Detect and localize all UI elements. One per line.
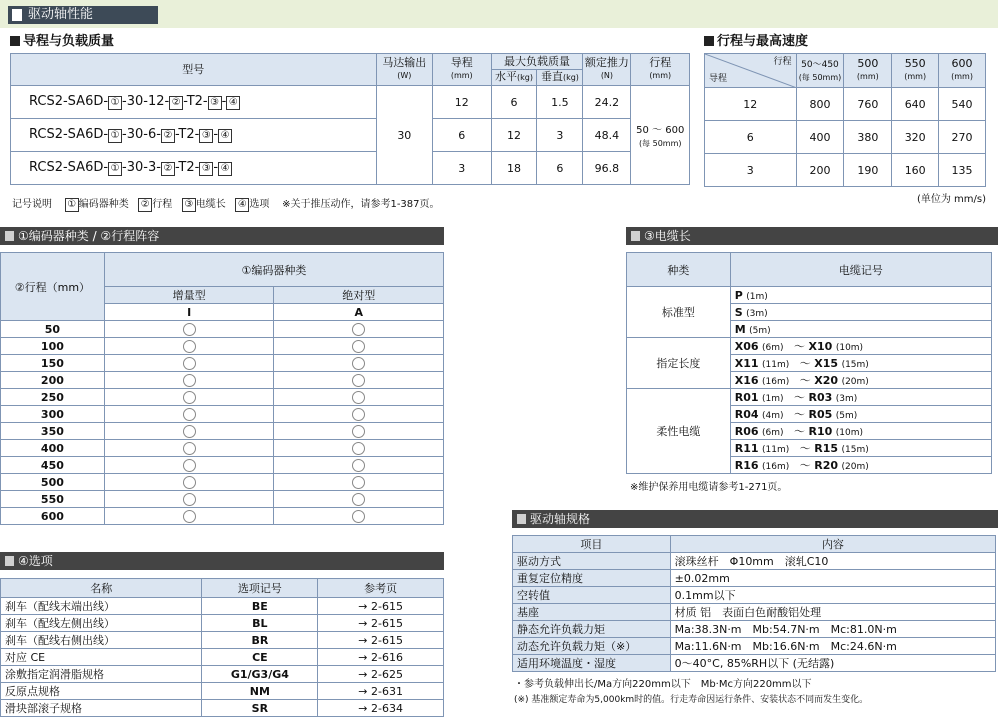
- table-row: [11, 86, 690, 119]
- model-cell: RCS2-SA6D- ① -30-6- ② -T2- ③ - ④: [11, 119, 377, 152]
- spec-item: 重复定位精度: [513, 570, 671, 587]
- cable-code: R06 (6m) ～ R10 (10m): [730, 423, 991, 440]
- lead-value: 12: [433, 86, 491, 119]
- absolute-cell: [274, 338, 444, 355]
- circle-icon: [352, 323, 365, 336]
- table-row: [627, 338, 992, 355]
- absolute-code: A: [274, 304, 444, 321]
- circle-icon: [183, 391, 196, 404]
- circle-icon: [183, 374, 196, 387]
- cable-code: S (3m): [730, 304, 991, 321]
- table-row: 3 200 190 160 135: [705, 154, 986, 187]
- table-row: [1, 338, 444, 355]
- incremental-cell: [104, 457, 274, 474]
- incremental-code: I: [104, 304, 274, 321]
- speed-corner: 行程 导程: [705, 54, 797, 88]
- option-name: 涂敷指定润滑脂规格: [1, 666, 202, 683]
- table-row: [1, 632, 444, 649]
- cable-table: [626, 252, 992, 474]
- circle-icon: [352, 425, 365, 438]
- option-code: CE: [202, 649, 318, 666]
- option-page: → 2-615: [318, 632, 444, 649]
- circle-icon: [183, 425, 196, 438]
- stroke-value: 250: [1, 389, 105, 406]
- option-code: NM: [202, 683, 318, 700]
- table-row: [513, 553, 996, 570]
- absolute-cell: [274, 355, 444, 372]
- cable-type-header: 种类: [627, 253, 731, 287]
- incremental-cell: [104, 491, 274, 508]
- incremental-cell: [104, 508, 274, 525]
- encoder-header: ①编码器种类: [104, 253, 443, 287]
- option-page: → 2-615: [318, 615, 444, 632]
- stroke-value: 50 ～ 600 (每 50mm): [631, 86, 690, 185]
- spec-section-heading: 驱动轴规格: [512, 510, 998, 528]
- stroke-value: 350: [1, 423, 105, 440]
- col-horizontal: 水平(kg): [491, 70, 537, 86]
- option-code: G1/G3/G4: [202, 666, 318, 683]
- speed-table: [704, 53, 986, 187]
- col-model: 型号: [11, 54, 377, 86]
- option-code: SR: [202, 700, 318, 717]
- table-row: [1, 355, 444, 372]
- table-row: [1, 457, 444, 474]
- cable-code: R04 (4m) ～ R05 (5m): [730, 406, 991, 423]
- cable-code: X11 (11m) ～ X15 (15m): [730, 355, 991, 372]
- table-row: [1, 700, 444, 717]
- circle-icon: [352, 357, 365, 370]
- spec-item: 空转值: [513, 587, 671, 604]
- table-row: [11, 152, 690, 185]
- option-name: 反原点规格: [1, 683, 202, 700]
- circle-icon: [183, 408, 196, 421]
- cable-type: 标准型: [627, 287, 731, 338]
- lead-value: 3: [433, 152, 491, 185]
- circle-icon: [183, 357, 196, 370]
- stroke-value: 100: [1, 338, 105, 355]
- absolute-cell: [274, 321, 444, 338]
- stroke-value: 300: [1, 406, 105, 423]
- circle-icon: [352, 459, 365, 472]
- stroke-value: 50: [1, 321, 105, 338]
- incremental-cell: [104, 423, 274, 440]
- option-code: BE: [202, 598, 318, 615]
- absolute-cell: [274, 423, 444, 440]
- cable-code: X16 (16m) ～ X20 (20m): [730, 372, 991, 389]
- table-row: [513, 587, 996, 604]
- option-name: 刹车（配线末端出线）: [1, 598, 202, 615]
- motor-value: 30: [376, 86, 432, 185]
- circle-icon: [183, 493, 196, 506]
- spec-item: 驱动方式: [513, 553, 671, 570]
- table-row: [1, 474, 444, 491]
- col-vertical: 垂直(kg): [537, 70, 583, 86]
- table-row: [1, 683, 444, 700]
- cable-code: M (5m): [730, 321, 991, 338]
- spec-content: 滚珠丝杆 Φ10mm 滚轧C10: [670, 553, 995, 570]
- absolute-cell: [274, 406, 444, 423]
- incremental-cell: [104, 440, 274, 457]
- table-row: 12 800 760 640 540: [705, 88, 986, 121]
- options-section-heading: ④选项: [0, 552, 444, 570]
- incremental-cell: [104, 355, 274, 372]
- col-lead: 导程 (mm): [433, 54, 491, 86]
- page-title: 驱动轴性能: [8, 6, 158, 24]
- table-row: [11, 119, 690, 152]
- table-row: [1, 389, 444, 406]
- circle-icon: [183, 510, 196, 523]
- col-stroke: 行程 (mm): [631, 54, 690, 86]
- cable-code-header: 电缆记号: [730, 253, 991, 287]
- stroke-value: 400: [1, 440, 105, 457]
- option-code: BR: [202, 632, 318, 649]
- vert-value: 6: [537, 152, 583, 185]
- horiz-value: 18: [491, 152, 537, 185]
- vert-value: 1.5: [537, 86, 583, 119]
- spec-note-1: ・参考负载伸出长/Ma方向220mm以下 Mb·Mc方向220mm以下: [514, 679, 812, 690]
- spec-table: [512, 535, 996, 672]
- option-page: → 2-625: [318, 666, 444, 683]
- table-row: [513, 604, 996, 621]
- absolute-cell: [274, 389, 444, 406]
- circle-icon: [352, 374, 365, 387]
- incremental-cell: [104, 372, 274, 389]
- table-row: [1, 423, 444, 440]
- circle-icon: [183, 476, 196, 489]
- stroke-value: 150: [1, 355, 105, 372]
- spec-item: 适用环境温度・湿度: [513, 655, 671, 672]
- cable-section-heading: ③电缆长: [626, 227, 998, 245]
- horiz-value: 6: [491, 86, 537, 119]
- speed-col: 600 (mm): [939, 54, 986, 88]
- thrust-value: 48.4: [583, 119, 631, 152]
- spec-col-content: 内容: [670, 536, 995, 553]
- spec-content: Ma:11.6N·m Mb:16.6N·m Mc:24.6N·m: [670, 638, 995, 655]
- col-motor: 马达输出 (W): [376, 54, 432, 86]
- table-row: [1, 372, 444, 389]
- circle-icon: [183, 323, 196, 336]
- option-code: BL: [202, 615, 318, 632]
- speed-section-title: 行程与最高速度: [717, 34, 809, 49]
- absolute-cell: [274, 474, 444, 491]
- lead-section-heading: [10, 34, 114, 50]
- absolute-header: 绝对型: [274, 287, 444, 304]
- cable-code: P (1m): [730, 287, 991, 304]
- cable-code: X06 (6m) ～ X10 (10m): [730, 338, 991, 355]
- cable-code: R16 (16m) ～ R20 (20m): [730, 457, 991, 474]
- table-row: [1, 406, 444, 423]
- stroke-value: 200: [1, 372, 105, 389]
- table-row: [627, 389, 992, 406]
- table-row: [513, 638, 996, 655]
- spec-content: ±0.02mm: [670, 570, 995, 587]
- stroke-header: ②行程（mm）: [1, 253, 105, 321]
- speed-section-heading: [704, 34, 808, 50]
- cable-code: R01 (1m) ～ R03 (3m): [730, 389, 991, 406]
- spec-item: 静态允许负载力矩: [513, 621, 671, 638]
- lead-load-table: [10, 53, 690, 185]
- absolute-cell: [274, 457, 444, 474]
- lead-section-title: 导程与负载质量: [23, 34, 115, 49]
- option-name: 滑块部滚子规格: [1, 700, 202, 717]
- table-row: 6 400 380 320 270: [705, 121, 986, 154]
- cable-type: 指定长度: [627, 338, 731, 389]
- spec-content: 0～40°C, 85%RH以下 (无结露): [670, 655, 995, 672]
- spec-item: 基座: [513, 604, 671, 621]
- option-page: → 2-631: [318, 683, 444, 700]
- circle-icon: [352, 391, 365, 404]
- spec-note-2: (※) 基准额定寿命为5,000km时的值。行走寿命因运行条件、安装状态不同而发生变化。: [514, 695, 869, 705]
- options-col-name: 名称: [1, 579, 202, 598]
- encoder-section-heading: ①编码器种类 / ②行程阵容: [0, 227, 444, 245]
- absolute-cell: [274, 508, 444, 525]
- incremental-cell: [104, 338, 274, 355]
- stroke-value: 450: [1, 457, 105, 474]
- legend-line: 记号说明 ① 编码器种类 ② 行程 ③ 电缆长 ④ 选项 ※关于推压动作，请参考1-387页。: [12, 199, 440, 210]
- options-col-code: 选项记号: [202, 579, 318, 598]
- absolute-cell: [274, 372, 444, 389]
- circle-icon: [352, 493, 365, 506]
- circle-icon: [352, 340, 365, 353]
- table-row: [1, 598, 444, 615]
- spec-item: 动态允许负载力矩（※）: [513, 638, 671, 655]
- table-row: [1, 321, 444, 338]
- spec-content: 0.1mm以下: [670, 587, 995, 604]
- encoder-stroke-table: [0, 252, 444, 525]
- speed-col: 500 (mm): [844, 54, 892, 88]
- table-row: [513, 621, 996, 638]
- options-table: [0, 578, 444, 717]
- option-page: → 2-616: [318, 649, 444, 666]
- option-name: 刹车（配线右侧出线）: [1, 632, 202, 649]
- speed-unit: (单位为 mm/s): [916, 194, 986, 205]
- circle-icon: [352, 510, 365, 523]
- vert-value: 3: [537, 119, 583, 152]
- incremental-cell: [104, 406, 274, 423]
- circle-icon: [352, 442, 365, 455]
- table-row: [513, 655, 996, 672]
- speed-col: 50～450 (每 50mm): [796, 54, 844, 88]
- speed-col: 550 (mm): [892, 54, 939, 88]
- spec-content: 材质 铝 表面白色耐酸铝处理: [670, 604, 995, 621]
- col-maxload: 最大负载质量: [491, 54, 583, 70]
- option-name: 刹车（配线左侧出线）: [1, 615, 202, 632]
- option-page: → 2-634: [318, 700, 444, 717]
- horiz-value: 12: [491, 119, 537, 152]
- spec-col-item: 项目: [513, 536, 671, 553]
- table-row: [1, 615, 444, 632]
- model-cell: RCS2-SA6D- ① -30-12- ② -T2- ③ - ④: [11, 86, 377, 119]
- table-row: [1, 491, 444, 508]
- cable-code: R11 (11m) ～ R15 (15m): [730, 440, 991, 457]
- circle-icon: [183, 340, 196, 353]
- absolute-cell: [274, 491, 444, 508]
- col-thrust: 额定推力 (N): [583, 54, 631, 86]
- model-cell: RCS2-SA6D- ① -30-3- ② -T2- ③ - ④: [11, 152, 377, 185]
- table-row: [1, 649, 444, 666]
- stroke-value: 600: [1, 508, 105, 525]
- thrust-value: 96.8: [583, 152, 631, 185]
- table-row: [1, 666, 444, 683]
- circle-icon: [183, 442, 196, 455]
- lead-value: 6: [433, 119, 491, 152]
- table-row: [627, 287, 992, 304]
- cable-note: ※维护保养用电缆请参考1-271页。: [630, 482, 788, 493]
- cable-type: 柔性电缆: [627, 389, 731, 474]
- circle-icon: [183, 459, 196, 472]
- circle-icon: [352, 408, 365, 421]
- thrust-value: 24.2: [583, 86, 631, 119]
- incremental-cell: [104, 321, 274, 338]
- spec-content: Ma:38.3N·m Mb:54.7N·m Mc:81.0N·m: [670, 621, 995, 638]
- circle-icon: [352, 476, 365, 489]
- incremental-cell: [104, 474, 274, 491]
- stroke-value: 500: [1, 474, 105, 491]
- table-row: [1, 508, 444, 525]
- table-row: [1, 440, 444, 457]
- absolute-cell: [274, 440, 444, 457]
- stroke-value: 550: [1, 491, 105, 508]
- incremental-cell: [104, 389, 274, 406]
- incremental-header: 增量型: [104, 287, 274, 304]
- option-name: 对应 CE: [1, 649, 202, 666]
- options-col-page: 参考页: [318, 579, 444, 598]
- table-row: [513, 570, 996, 587]
- option-page: → 2-615: [318, 598, 444, 615]
